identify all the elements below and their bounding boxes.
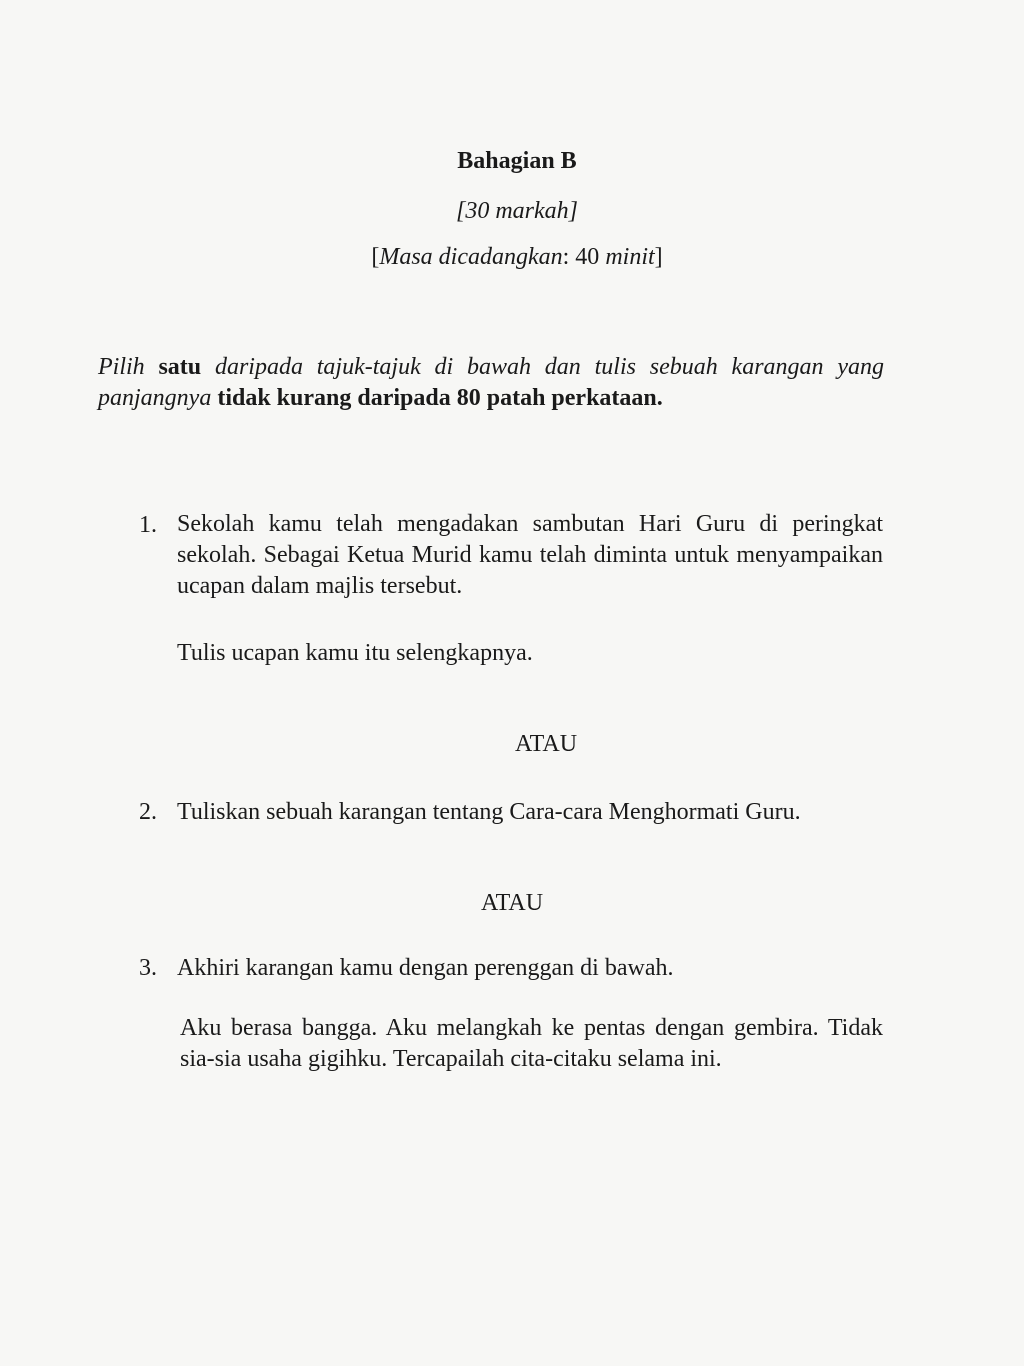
question-1-instruction: Tulis ucapan kamu itu selengkapnya. (177, 640, 533, 666)
question-3-number: 3. (139, 955, 157, 981)
question-2-number: 2. (139, 799, 157, 825)
suggested-time (0, 244, 1024, 271)
question-2-text: Tuliskan sebuah karangan tentang Cara-cara Menghormati Guru. (177, 799, 801, 825)
time-close-bracket: ] (654, 244, 663, 270)
instruction-part-4: tidak kurang daripada 80 patah perkataan (211, 385, 657, 411)
instruction-part-1: Pilih (98, 354, 145, 380)
time-value: : 40 (562, 244, 606, 270)
section-title: Bahagian B (457, 148, 577, 174)
separator-or-1: ATAU (514, 731, 578, 757)
question-1-number: 1. (139, 512, 157, 538)
instruction-part-5: . (656, 385, 663, 411)
instruction-text (98, 352, 884, 414)
question-3-text: Akhiri karangan kamu dengan perenggan di bawah. (177, 955, 674, 981)
question-3-paragraph: Aku berasa bangga. Aku melangkah ke pentas dengan gembira. Tidak sia-sia usaha gigihku. Tercapailah cita-citaku selama ini. (180, 1015, 883, 1072)
separator-or-2: ATAU (480, 890, 544, 916)
time-open-bracket: [ (371, 244, 380, 270)
time-label: Masa dicadangkan (379, 244, 563, 270)
instruction-part-2: satu (144, 354, 215, 380)
time-unit: minit (605, 244, 655, 270)
question-1-text: Sekolah kamu telah mengadakan sambutan Hari Guru di peringkat sekolah. Sebagai Ketua Murid kamu telah diminta untuk menyampaikan ucapan dalam majlis tersebut. (177, 511, 883, 599)
section-marks: [30 markah] (455, 198, 578, 224)
instruction-part-3: daripada tajuk-tajuk di bawah dan tulis sebuah karangan yang panjangnya (98, 354, 884, 411)
